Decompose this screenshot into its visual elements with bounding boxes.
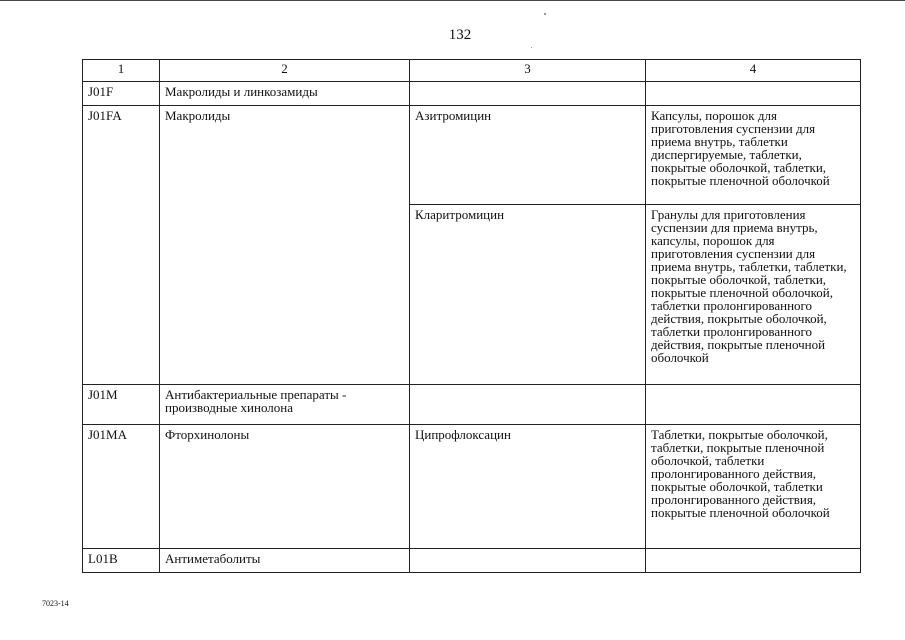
drug-name-cell: Ципрофлоксацин (410, 425, 646, 549)
atc-code-cell: J01FA (83, 106, 160, 385)
dosage-form-cell (646, 82, 861, 106)
column-header-1: 1 (83, 60, 160, 82)
column-header-3: 3 (410, 60, 646, 82)
dosage-form-cell (646, 385, 861, 425)
top-scan-rule (0, 0, 905, 1)
dosage-form-cell (646, 205, 861, 385)
table-row (83, 106, 861, 205)
group-name-cell: Антиметаболиты (160, 549, 410, 573)
table-row (83, 82, 861, 106)
header-row (83, 60, 861, 82)
column-header-4: 4 (646, 60, 861, 82)
atc-code-cell: J01M (83, 385, 160, 425)
group-name-cell: Макролиды и линкозамиды (160, 82, 410, 106)
table-row (83, 425, 861, 549)
dosage-form-cell (646, 549, 861, 573)
scan-speck (544, 13, 546, 15)
dosage-form-text: Гранулы для приготовления суспензии для приема внутрь, капсулы, порошок для приготовления суспензии для приема внутрь, таблетки, таблетки, покрытые оболочкой, таблетки, покрытые пленочной оболочкой, таблетки пролонгированного действия, покрытые оболочкой, таблетки пролонгированного действия, покрытые пленочной оболочкой (651, 207, 847, 365)
column-header-2: 2 (160, 60, 410, 82)
table-row (83, 549, 861, 573)
dosage-form-cell (646, 106, 861, 205)
dosage-form-cell (646, 425, 861, 549)
atc-code-cell: L01B (83, 549, 160, 573)
footer-document-code: 7023-14 (42, 599, 69, 608)
scan-speck (531, 47, 532, 48)
page-number: 132 (448, 27, 472, 43)
group-name-cell: Антибактериальные препараты - производные хинолона (160, 385, 410, 425)
atc-code-cell: J01F (83, 82, 160, 106)
atc-code-cell: J01MA (83, 425, 160, 549)
drug-name-cell (410, 549, 646, 573)
drug-table (82, 59, 861, 573)
drug-name-cell: Азитромицин (410, 106, 646, 205)
drug-name-cell: Кларитромицин (410, 205, 646, 385)
table-row (83, 385, 861, 425)
drug-name-cell (410, 385, 646, 425)
group-name-cell: Фторхинолоны (160, 425, 410, 549)
drug-name-cell (410, 82, 646, 106)
group-name-cell: Макролиды (160, 106, 410, 385)
dosage-form-text: Капсулы, порошок для приготовления суспензии для приема внутрь, таблетки диспергируемые, таблетки, покрытые оболочкой, таблетки, покрытые пленочной оболочкой (651, 108, 830, 188)
dosage-form-text: Таблетки, покрытые оболочкой, таблетки, покрытые пленочной оболочкой, таблетки пролонгированного действия, покрытые оболочкой, таблетки пролонгированного действия, покрытые пленочной оболочкой (651, 427, 830, 520)
